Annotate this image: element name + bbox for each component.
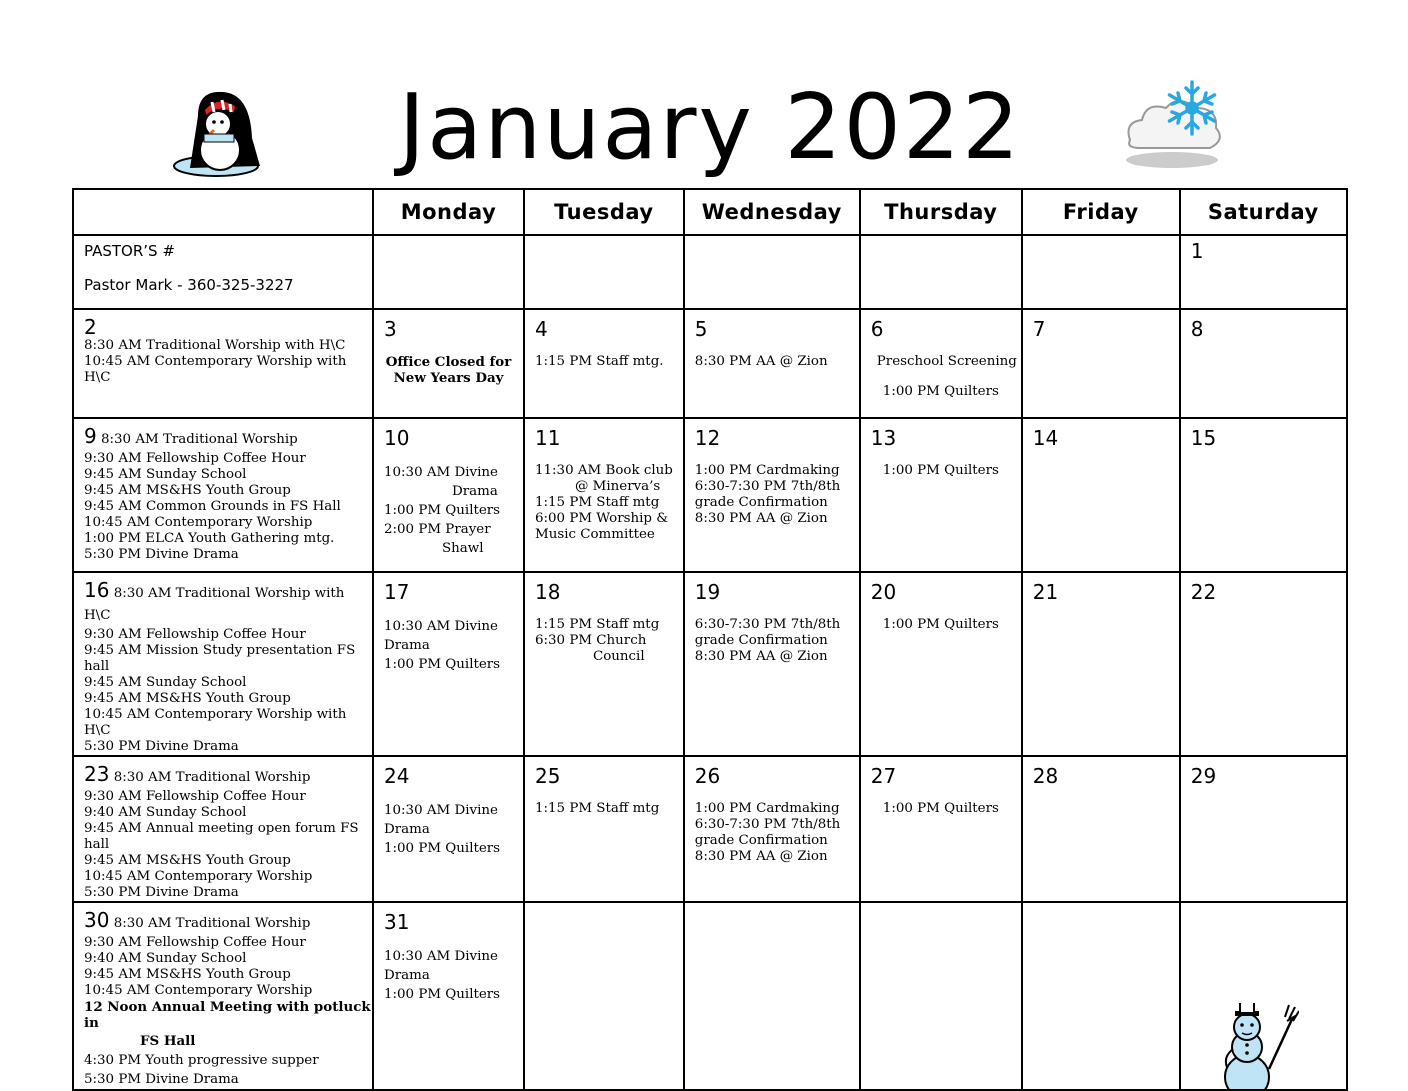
event: 6:30 PM Church: [535, 633, 647, 648]
event: 8:30 AM Traditional Worship: [113, 916, 311, 931]
sunday-cell: [73, 572, 373, 756]
event: 10:30 AM Divine: [384, 619, 498, 634]
event: Music Committee: [535, 527, 655, 542]
event: 1:00 PM ELCA Youth Gathering mtg.: [84, 531, 335, 546]
day-number: 31: [384, 910, 410, 934]
day-number: 26: [694, 764, 721, 788]
day-cell: [373, 309, 524, 418]
calendar-grid: [72, 188, 1348, 1091]
day-cell: [1022, 418, 1180, 572]
day-number: 18: [535, 580, 561, 604]
event-list: [883, 463, 1021, 479]
event: 9:45 AM Sunday School: [84, 675, 247, 690]
event: 8:30 AM Traditional Worship: [113, 770, 311, 785]
event: 8:30 PM AA @ Zion: [694, 511, 828, 526]
event-list: [535, 463, 673, 543]
event: 9:45 AM MS&HS Youth Group: [84, 967, 291, 982]
sunday-first-line: [84, 763, 372, 789]
day-cell: [860, 756, 1022, 902]
day-number: 20: [870, 580, 897, 604]
sunday-first-line: [84, 909, 372, 935]
week-row: [73, 756, 1347, 902]
event: 10:45 AM Contemporary Worship: [84, 983, 313, 998]
day-cell: [860, 572, 1022, 756]
sunday-cell: [73, 902, 373, 1090]
day-cell-empty: [684, 235, 860, 309]
day-number: 5: [694, 317, 708, 341]
event: Office Closed for: [385, 354, 512, 370]
day-cell: [524, 756, 684, 902]
day-cell: [373, 756, 524, 902]
event: 6:30-7:30 PM 7th/8th: [694, 479, 841, 494]
header-friday: Friday: [1022, 189, 1180, 235]
event: 8:30 PM AA @ Zion: [694, 649, 828, 664]
day-number: 23: [84, 762, 110, 786]
event: 10:30 AM Divine: [384, 803, 498, 818]
event: 6:30-7:30 PM 7th/8th: [694, 817, 841, 832]
event-list: [535, 801, 673, 817]
week-row: [73, 572, 1347, 756]
event: 1:00 PM Quilters: [882, 801, 999, 816]
event: 1:15 PM Staff mtg.: [535, 354, 664, 369]
pastor-info: [73, 235, 373, 309]
day-number: 11: [535, 426, 561, 450]
event: New Years Day: [393, 370, 504, 386]
event: 1:00 PM Cardmaking: [694, 801, 840, 816]
day-cell: [860, 309, 1022, 418]
day-cell-empty: [373, 235, 524, 309]
event: grade Confirmation: [694, 495, 828, 510]
sunday-first-line: [84, 425, 372, 451]
event-list: [695, 801, 849, 865]
event: 10:30 AM Divine: [384, 949, 498, 964]
day-number: 13: [870, 426, 897, 450]
page-title: January 2022: [398, 75, 1022, 180]
event: 1:00 PM Quilters: [882, 384, 999, 399]
event-list: [384, 947, 513, 1004]
event-list: [877, 354, 1021, 400]
day-number: 27: [870, 764, 897, 788]
event: 9:45 AM Annual meeting open forum FS hall: [84, 821, 359, 852]
header-thursday: Thursday: [860, 189, 1022, 235]
event: FS Hall: [140, 1033, 196, 1049]
day-number: 8: [1190, 317, 1204, 341]
event: 9:45 AM Sunday School: [84, 467, 247, 482]
event: 5:30 PM Divine Drama: [84, 547, 239, 562]
event-list: [883, 617, 1021, 633]
event: 9:40 AM Sunday School: [84, 805, 247, 820]
week-row: [73, 309, 1347, 418]
day-cell: [684, 309, 860, 418]
day-number: 24: [384, 764, 410, 788]
day-number: 19: [694, 580, 721, 604]
sunday-cell: [73, 309, 373, 418]
event: 10:45 AM Contemporary Worship with H\C: [84, 354, 347, 385]
event-list: [695, 617, 849, 665]
pastor-heading: PASTOR’S #: [84, 242, 175, 260]
day-number: 16: [84, 578, 110, 602]
event: 8:30 AM Traditional Worship: [101, 432, 298, 447]
week-row: [73, 235, 1347, 309]
event: 9:30 AM Fellowship Coffee Hour: [84, 627, 306, 642]
day-number: 10: [384, 426, 410, 450]
day-cell: [1180, 756, 1347, 902]
event-list: [695, 354, 849, 370]
pastor-phone: Pastor Mark - 360-325-3227: [84, 276, 294, 294]
event: Drama: [384, 822, 430, 837]
sunday-first-line: [84, 579, 372, 627]
event: 1:15 PM Staff mtg: [535, 617, 660, 632]
day-number: 4: [535, 317, 548, 341]
event: 8:30 AM Traditional Worship with H\C: [84, 586, 345, 623]
event: Preschool Screening: [876, 354, 1017, 369]
day-number: 29: [1190, 764, 1217, 788]
day-cell: [373, 418, 524, 572]
day-number: 22: [1190, 580, 1217, 604]
day-number: 7: [1032, 317, 1046, 341]
snowman-broom-icon: [1209, 1003, 1299, 1090]
event: 9:45 AM MS&HS Youth Group: [84, 853, 291, 868]
event: grade Confirmation: [694, 833, 828, 848]
event: @ Minerva’s: [575, 479, 661, 494]
event: 9:40 AM Sunday School: [84, 951, 247, 966]
event: 6:30-7:30 PM 7th/8th: [694, 617, 841, 632]
week-row: [73, 418, 1347, 572]
event: Drama: [384, 638, 430, 653]
event: 1:00 PM Quilters: [384, 503, 501, 518]
day-cell: [1180, 309, 1347, 418]
event-list: [695, 463, 849, 527]
event: Drama: [452, 484, 498, 499]
header-monday: Monday: [373, 189, 524, 235]
event: 5:30 PM Divine Drama: [84, 739, 239, 754]
day-number: 2: [84, 315, 97, 339]
event-list: [384, 801, 513, 858]
day-number: 25: [535, 764, 561, 788]
day-cell: [524, 418, 684, 572]
header-tuesday: Tuesday: [524, 189, 684, 235]
penguin-snowman-icon: [168, 86, 268, 178]
event: 9:30 AM Fellowship Coffee Hour: [84, 451, 306, 466]
event: 10:45 AM Contemporary Worship: [84, 869, 313, 884]
day-cell-empty: [860, 902, 1022, 1090]
day-cell: [373, 902, 524, 1090]
event: 9:45 AM MS&HS Youth Group: [84, 483, 291, 498]
day-number: 6: [870, 317, 884, 341]
header-row: [73, 189, 1347, 235]
day-cell-empty: [524, 235, 684, 309]
day-number: 3: [384, 317, 397, 341]
day-number: 15: [1190, 426, 1217, 450]
day-number: 9: [84, 424, 97, 448]
event: 1:00 PM Quilters: [882, 463, 999, 478]
event: 1:00 PM Quilters: [882, 617, 999, 632]
day-cell: [524, 309, 684, 418]
day-cell-empty: [684, 902, 860, 1090]
sunday-cell: [73, 756, 373, 902]
event-list: [384, 617, 513, 674]
day-cell-empty: [1022, 235, 1180, 309]
event: 9:45 AM MS&HS Youth Group: [84, 691, 291, 706]
event: 6:00 PM Worship &: [535, 511, 669, 526]
day-cell-empty: [860, 235, 1022, 309]
day-number: 28: [1032, 764, 1059, 788]
event: 11:30 AM Book club: [535, 463, 673, 478]
event: Council: [593, 649, 645, 664]
day-cell: [1022, 309, 1180, 418]
event: Shawl: [442, 541, 484, 556]
header-blank: [73, 189, 373, 235]
event: 4:30 PM Youth progressive supper: [84, 1053, 319, 1068]
day-cell: [860, 418, 1022, 572]
event: 8:30 AM Traditional Worship with H\C: [84, 338, 346, 353]
event: 1:00 PM Cardmaking: [694, 463, 840, 478]
event: 9:30 AM Fellowship Coffee Hour: [84, 789, 306, 804]
event: 10:30 AM Divine: [384, 465, 498, 480]
day-cell: [373, 572, 524, 756]
day-cell: [1180, 572, 1347, 756]
event: 1:15 PM Staff mtg: [535, 801, 660, 816]
event: grade Confirmation: [694, 633, 828, 648]
event: 10:45 AM Contemporary Worship with H\C: [84, 707, 347, 738]
event: 8:30 PM AA @ Zion: [694, 849, 828, 864]
day-number: 17: [384, 580, 410, 604]
day-cell: [524, 572, 684, 756]
day-number: 30: [84, 908, 110, 932]
event: 9:45 AM Mission Study presentation FS hall: [84, 643, 356, 674]
event: 5:30 PM Divine Drama: [84, 1072, 239, 1087]
day-number: 14: [1032, 426, 1059, 450]
event: 2:00 PM Prayer: [384, 522, 491, 537]
event: 8:30 PM AA @ Zion: [694, 354, 828, 369]
day-cell-empty: [524, 902, 684, 1090]
event: 9:30 AM Fellowship Coffee Hour: [84, 935, 306, 950]
day-cell: [1022, 756, 1180, 902]
event: 5:30 PM Divine Drama: [84, 885, 239, 900]
day-number: 1: [1190, 239, 1204, 263]
day-cell-empty: [1022, 902, 1180, 1090]
event-list: [535, 354, 673, 370]
day-cell: [1022, 572, 1180, 756]
event-list: [883, 801, 1021, 817]
event: 12 Noon Annual Meeting with potluck in: [84, 999, 371, 1031]
day-cell: [1180, 235, 1347, 309]
event-list: [384, 463, 513, 558]
event: 1:15 PM Staff mtg: [535, 495, 660, 510]
event-list: [384, 354, 513, 386]
snowflake-cloud-icon: [1120, 78, 1230, 174]
header-wednesday: Wednesday: [684, 189, 860, 235]
event: 10:45 AM Contemporary Worship: [84, 515, 313, 530]
event: Drama: [384, 968, 430, 983]
day-number: 21: [1032, 580, 1059, 604]
week-row: [73, 902, 1347, 1090]
event: 1:00 PM Quilters: [384, 841, 501, 856]
day-cell: [684, 756, 860, 902]
day-cell-empty: [1180, 902, 1347, 1090]
event: 9:45 AM Common Grounds in FS Hall: [84, 499, 341, 514]
event-list: [535, 617, 673, 665]
day-cell: [1180, 418, 1347, 572]
sunday-cell: [73, 418, 373, 572]
event: 1:00 PM Quilters: [384, 987, 501, 1002]
day-cell: [684, 572, 860, 756]
event: 1:00 PM Quilters: [384, 657, 501, 672]
header-saturday: Saturday: [1180, 189, 1347, 235]
day-number: 12: [694, 426, 721, 450]
day-cell: [684, 418, 860, 572]
